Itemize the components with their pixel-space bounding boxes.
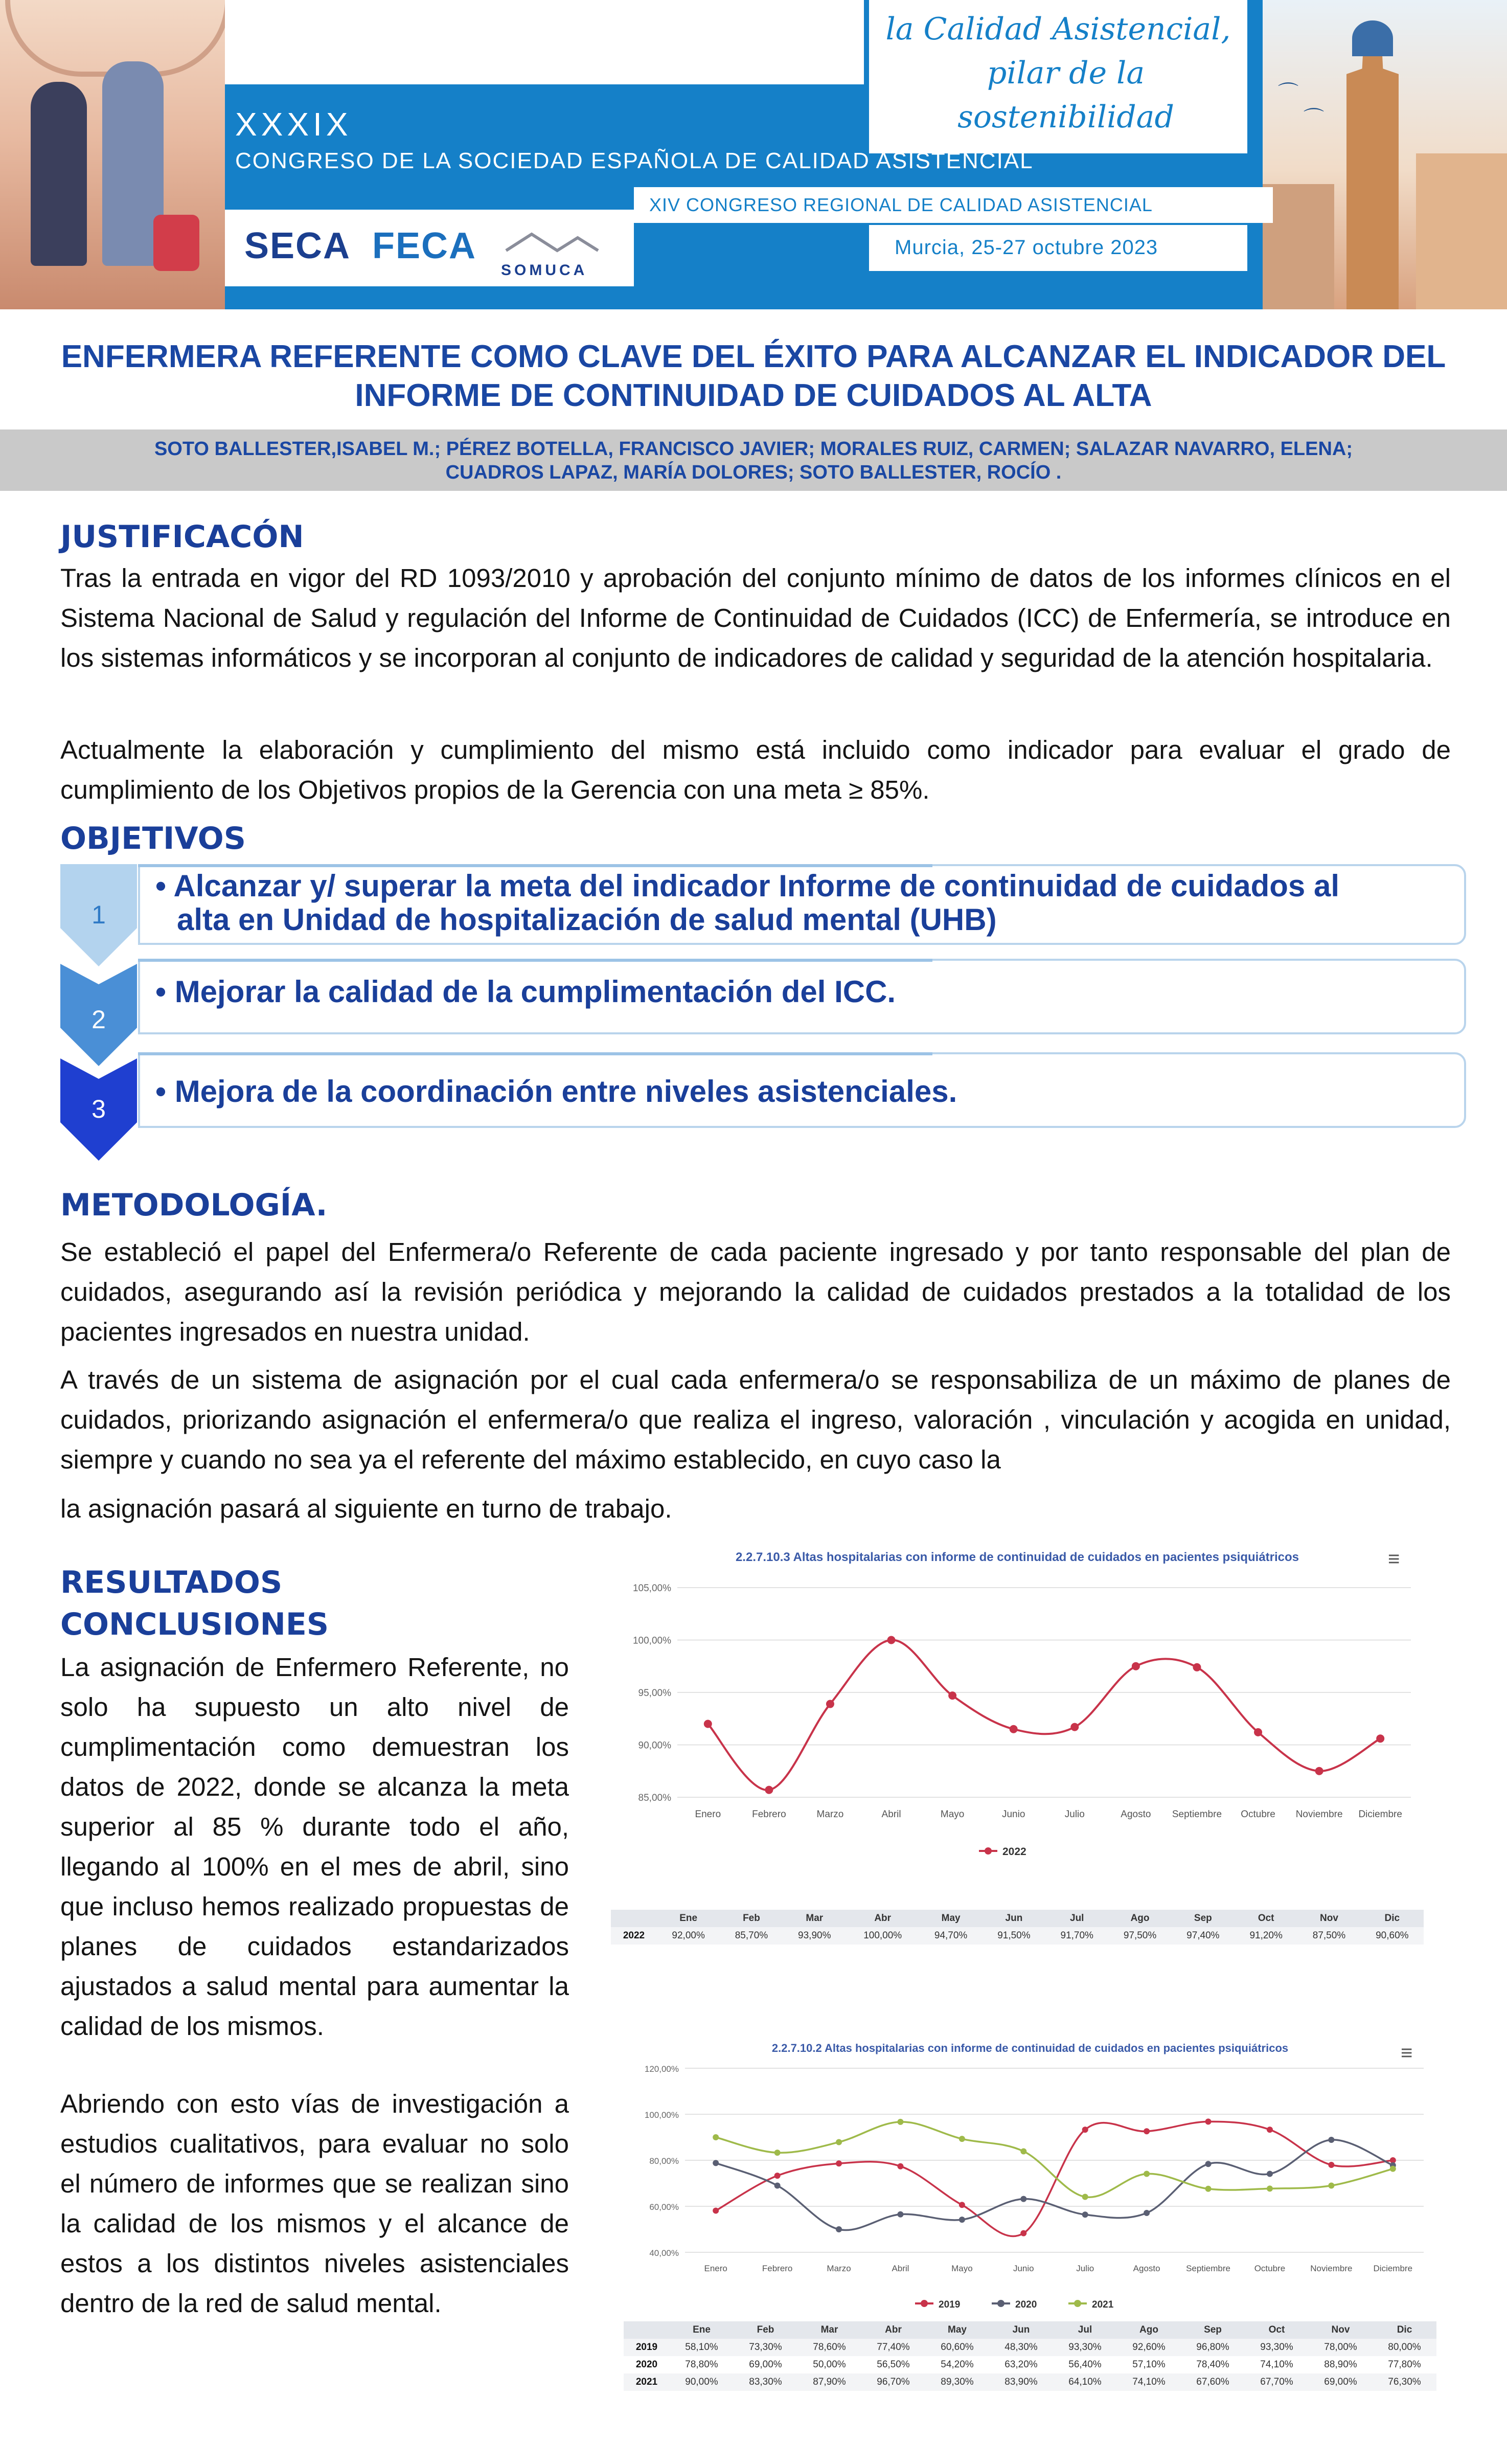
- table-cell: 69,00%: [749, 2359, 782, 2370]
- y-tick-label: 95,00%: [638, 1688, 671, 1699]
- table-cell: 94,70%: [934, 1930, 968, 1941]
- title-line-2: INFORME DE CONTINUIDAD DE CUIDADOS AL ALTA: [355, 378, 1152, 413]
- table-cell: 93,30%: [1260, 2342, 1293, 2353]
- legend-label[interactable]: 2020: [1015, 2299, 1037, 2310]
- table-cell: 78,00%: [1324, 2342, 1357, 2353]
- data-point-2019[interactable]: [1267, 2127, 1273, 2133]
- resultados-heading: RESULTADOS: [60, 1565, 283, 1600]
- justificacion-heading: JUSTIFICACÓN: [60, 519, 304, 555]
- chart-menu-icon[interactable]: ≡: [1388, 1548, 1400, 1570]
- legend-label[interactable]: 2022: [1002, 1846, 1026, 1858]
- data-point-2021[interactable]: [1328, 2183, 1334, 2189]
- table-column-header[interactable]: Sep: [1204, 2324, 1222, 2335]
- data-point-2019[interactable]: [1144, 2128, 1150, 2134]
- seca-logo: SECA: [244, 225, 351, 266]
- table-cell: 76,30%: [1388, 2377, 1421, 2387]
- table-cell: 67,70%: [1260, 2377, 1293, 2387]
- bullet-icon: •: [155, 869, 174, 903]
- table-column-header[interactable]: Jun: [1012, 2324, 1030, 2335]
- table-cell: 78,80%: [685, 2359, 718, 2370]
- data-point-2021[interactable]: [1390, 2166, 1396, 2172]
- data-point-2022[interactable]: [765, 1786, 773, 1794]
- chart-title: 2.2.7.10.3 Altas hospitalarias con informe de continuidad de cuidados en pacientes psiquiátricos: [735, 1550, 1299, 1564]
- slogan-line-2: pilar de la sostenibilidad: [957, 55, 1174, 135]
- table-column-header[interactable]: Ene: [693, 2324, 711, 2335]
- data-point-2021[interactable]: [959, 2136, 965, 2142]
- x-tick-label: Noviembre: [1295, 1809, 1343, 1820]
- table-cell: 91,50%: [997, 1930, 1031, 1941]
- table-cell: 100,00%: [863, 1930, 902, 1941]
- table-cell: 83,90%: [1004, 2377, 1038, 2387]
- table-row-label: 2021: [635, 2377, 658, 2387]
- data-point-2020[interactable]: [1328, 2137, 1334, 2143]
- objective-text-1: [155, 869, 1339, 937]
- table-cell: 60,60%: [941, 2342, 974, 2353]
- data-point-2020[interactable]: [959, 2217, 965, 2223]
- objective-text-2: [155, 975, 896, 1009]
- objective-item-1: [138, 864, 1466, 945]
- table-column-header[interactable]: Feb: [743, 1913, 760, 1924]
- objective-text-2-line-1: Mejorar la calidad de la cumplimentación del ICC.: [174, 975, 896, 1009]
- y-tick-label: 100,00%: [632, 1635, 671, 1646]
- slogan-line-1: la Calidad Asistencial,: [885, 11, 1231, 47]
- table-column-header[interactable]: Ene: [679, 1913, 698, 1924]
- data-point-2022[interactable]: [704, 1720, 712, 1728]
- table-cell: 91,20%: [1249, 1930, 1283, 1941]
- table-column-header[interactable]: May: [941, 1913, 961, 1924]
- banner-white-panel: [225, 0, 864, 77]
- y-tick-label: 80,00%: [649, 2156, 679, 2166]
- data-point-2019[interactable]: [897, 2163, 903, 2169]
- chart-2022-panel: [611, 1542, 1424, 1961]
- table-row: [624, 2373, 1436, 2391]
- data-point-2022[interactable]: [1010, 1725, 1018, 1733]
- data-point-2021[interactable]: [1144, 2171, 1150, 2177]
- data-point-2022[interactable]: [1376, 1734, 1384, 1743]
- x-tick-label: Noviembre: [1310, 2264, 1353, 2273]
- objetivos-heading: OBJETIVOS: [60, 821, 246, 856]
- table-row-label: 2022: [623, 1930, 645, 1941]
- table-cell: 96,80%: [1196, 2342, 1229, 2353]
- data-point-2021[interactable]: [774, 2150, 781, 2156]
- table-corner-cell: [624, 2321, 670, 2339]
- data-point-2020[interactable]: [1020, 2196, 1026, 2202]
- x-tick-label: Julio: [1064, 1809, 1085, 1820]
- table-column-header[interactable]: Mar: [820, 2324, 838, 2335]
- objectives-list: [0, 864, 1507, 1171]
- congress-edition: XXXIX: [235, 106, 352, 143]
- data-point-2022[interactable]: [826, 1700, 834, 1708]
- table-cell: 96,70%: [877, 2377, 910, 2387]
- table-column-header[interactable]: Sep: [1194, 1913, 1212, 1924]
- x-tick-label: Enero: [704, 2264, 727, 2273]
- x-tick-label: Agosto: [1121, 1809, 1151, 1820]
- table-column-header[interactable]: Feb: [757, 2324, 774, 2335]
- bullet-icon: •: [155, 975, 175, 1009]
- legend-marker: [997, 2300, 1004, 2307]
- table-column-header[interactable]: Jul: [1078, 2324, 1092, 2335]
- series-line-2022: [708, 1640, 1380, 1790]
- x-tick-label: Mayo: [940, 1809, 965, 1820]
- table-cell: 67,60%: [1196, 2377, 1229, 2387]
- resultados-paragraph-1: La asignación de Enfermero Referente, no solo ha supuesto un alto nivel de cumplimentación como demuestran los datos de 2022, donde se alcanza la meta superior al 85 % durante todo el año, llegando al 100% en el mes de abril, sino que incluso hemos realizado propuestas de planes de cuidados estandarizados ajustados a salud mental para aumentar la calidad de los mismos.: [60, 1653, 569, 2041]
- logos-box: [225, 210, 634, 286]
- x-tick-label: Marzo: [816, 1809, 844, 1820]
- data-point-2021[interactable]: [897, 2119, 903, 2125]
- metodologia-paragraph-2: A través de un sistema de asignación por el cual cada enfermera/o se responsabiliza de un máximo de planes de cuidados, priorizando asignación el enfermera/o que realiza el ingreso, valoración , vinculación y acogida en unidad, siempre y cuando no sea ya el referente del máximo establecido, en cuyo caso la: [60, 1365, 1451, 1474]
- data-point-2020[interactable]: [774, 2183, 781, 2189]
- justificacion-paragraph-2: Actualmente la elaboración y cumplimiento del mismo está incluido como indicador para evaluar el grado de cumplimiento de los Objetivos propios de la Gerencia con una meta ≥ 85%.: [60, 735, 1451, 804]
- x-tick-label: Marzo: [827, 2264, 851, 2273]
- x-tick-label: Septiembre: [1172, 1809, 1222, 1820]
- table-column-header[interactable]: Ago: [1130, 1913, 1150, 1924]
- series-line-2021: [716, 2122, 1393, 2197]
- data-point-2019[interactable]: [836, 2160, 842, 2166]
- table-cell: 57,10%: [1132, 2359, 1166, 2370]
- legend-marker: [1074, 2300, 1081, 2307]
- data-point-2020[interactable]: [897, 2211, 903, 2218]
- illustration-left: [0, 0, 225, 309]
- table-column-header[interactable]: Dic: [1384, 1913, 1400, 1924]
- table-column-header[interactable]: Jul: [1070, 1913, 1084, 1924]
- table-row: [624, 2339, 1436, 2356]
- data-point-2022[interactable]: [1132, 1662, 1140, 1670]
- table-cell: 54,20%: [941, 2359, 974, 2370]
- table-column-header[interactable]: Nov: [1331, 2324, 1350, 2335]
- table-cell: 90,60%: [1376, 1930, 1409, 1941]
- data-point-2021[interactable]: [1082, 2194, 1088, 2200]
- x-tick-label: Junio: [1013, 2264, 1034, 2273]
- data-point-2022[interactable]: [948, 1691, 956, 1700]
- table-cell: 73,30%: [749, 2342, 782, 2353]
- y-tick-label: 105,00%: [632, 1583, 671, 1594]
- table-cell: 93,30%: [1068, 2342, 1102, 2353]
- objective-item-2: [138, 959, 1466, 1034]
- objective-text-1-line-1: Alcanzar y/ superar la meta del indicador Informe de continuidad de cuidados al: [173, 869, 1340, 903]
- table-cell: 56,40%: [1068, 2359, 1102, 2370]
- table-column-header[interactable]: May: [948, 2324, 967, 2335]
- x-tick-label: Febrero: [752, 1809, 786, 1820]
- table-cell: 87,90%: [813, 2377, 846, 2387]
- data-point-2022[interactable]: [1315, 1767, 1323, 1775]
- objective-number-1: 1: [92, 900, 106, 929]
- x-tick-label: Abril: [892, 2264, 909, 2273]
- y-tick-label: 90,00%: [638, 1740, 671, 1751]
- x-tick-label: Octubre: [1241, 1809, 1275, 1820]
- chart-2019-2021-data-table: [624, 2321, 1436, 2391]
- bird-icon: ⌒: [1278, 82, 1298, 104]
- table-column-header[interactable]: Dic: [1397, 2324, 1412, 2335]
- table-column-header[interactable]: Jun: [1005, 1913, 1023, 1924]
- data-point-2021[interactable]: [1267, 2185, 1273, 2191]
- table-cell: 97,40%: [1186, 1930, 1220, 1941]
- x-tick-label: Diciembre: [1373, 2264, 1413, 2273]
- data-point-2021[interactable]: [1020, 2148, 1026, 2154]
- data-point-2019[interactable]: [713, 2208, 719, 2214]
- objective-text-3-line-1: Mejora de la coordinación entre niveles asistenciales.: [174, 1074, 957, 1109]
- bullet-icon: •: [155, 1074, 175, 1109]
- illustration-right: [1263, 0, 1507, 309]
- y-tick-label: 100,00%: [644, 2110, 679, 2120]
- chart-menu-icon[interactable]: ≡: [1401, 2042, 1413, 2064]
- somuca-label: SOMUCA: [501, 262, 588, 279]
- data-point-2020[interactable]: [836, 2226, 842, 2232]
- x-tick-label: Febrero: [762, 2264, 793, 2273]
- chart-2019-2021-panel: [624, 2038, 1436, 2395]
- table-cell: 90,00%: [685, 2377, 718, 2387]
- data-point-2020[interactable]: [1205, 2161, 1212, 2167]
- objective-number-3: 3: [92, 1095, 106, 1123]
- table-column-header[interactable]: Ago: [1139, 2324, 1158, 2335]
- table-cell: 78,60%: [813, 2342, 846, 2353]
- data-point-2019[interactable]: [1205, 2118, 1212, 2124]
- table-cell: 80,00%: [1388, 2342, 1421, 2353]
- table-cell: 48,30%: [1004, 2342, 1038, 2353]
- data-point-2020[interactable]: [1267, 2171, 1273, 2177]
- table-cell: 56,50%: [877, 2359, 910, 2370]
- table-row: [611, 1927, 1424, 1945]
- congress-name: CONGRESO DE LA SOCIEDAD ESPAÑOLA DE CALIDAD ASISTENCIAL: [235, 148, 1034, 173]
- table-cell: 92,60%: [1132, 2342, 1166, 2353]
- resultados-paragraph-2: Abriendo con esto vías de investigación a estudios cualitativos, para evaluar no solo el número de informes que se realizan sino la calidad de los mismos y el alcance de estos a los distintos niveles asistenciales dentro de la red de salud mental.: [60, 2089, 569, 2318]
- table-cell: 91,70%: [1060, 1930, 1093, 1941]
- regional-congress: XIV CONGRESO REGIONAL DE CALIDAD ASISTENCIAL: [649, 194, 1153, 215]
- data-point-2020[interactable]: [1082, 2211, 1088, 2218]
- data-point-2020[interactable]: [1144, 2210, 1150, 2216]
- table-cell: 77,40%: [877, 2342, 910, 2353]
- conclusiones-heading: CONCLUSIONES: [60, 1607, 329, 1642]
- authors-line-2: CUADROS LAPAZ, MARÍA DOLORES; SOTO BALLESTER, ROCÍO .: [445, 462, 1062, 483]
- table-cell: 89,30%: [941, 2377, 974, 2387]
- data-point-2022[interactable]: [1193, 1663, 1201, 1671]
- authors-line-1: SOTO BALLESTER,ISABEL M.; PÉREZ BOTELLA, FRANCISCO JAVIER; MORALES RUIZ, CARMEN; SALAZAR NAVARRO, ELENA;: [154, 438, 1353, 460]
- table-cell: 88,90%: [1324, 2359, 1357, 2370]
- chart-title: 2.2.7.10.2 Altas hospitalarias con informe de continuidad de cuidados en pacientes psiquiátricos: [771, 2042, 1289, 2054]
- table-header-row: [624, 2321, 1436, 2339]
- table-column-header[interactable]: Mar: [806, 1913, 824, 1924]
- data-point-2019[interactable]: [959, 2202, 965, 2208]
- x-tick-label: Julio: [1076, 2264, 1094, 2273]
- table-row: [624, 2356, 1436, 2373]
- series-line-2019: [716, 2121, 1393, 2236]
- legend-label[interactable]: 2019: [939, 2299, 961, 2310]
- x-tick-label: Mayo: [951, 2264, 973, 2273]
- data-point-2021[interactable]: [1205, 2186, 1212, 2192]
- legend-label[interactable]: 2021: [1092, 2299, 1114, 2310]
- table-cell: 97,50%: [1123, 1930, 1157, 1941]
- x-tick-label: Agosto: [1133, 2264, 1160, 2273]
- table-cell: 85,70%: [735, 1930, 768, 1941]
- objective-text-1-line-2: alta en Unidad de hospitalización de salud mental (UHB): [177, 902, 997, 937]
- table-cell: 74,10%: [1132, 2377, 1166, 2387]
- title-line-1: ENFERMERA REFERENTE COMO CLAVE DEL ÉXITO PARA ALCANZAR EL INDICADOR DEL: [61, 339, 1446, 374]
- authors: [61, 437, 1446, 484]
- table-corner-cell: [611, 1910, 657, 1927]
- table-cell: 74,10%: [1260, 2359, 1293, 2370]
- table-cell: 50,00%: [813, 2359, 846, 2370]
- justificacion-paragraph-1: Tras la entrada en vigor del RD 1093/2010 y aprobación del conjunto mínimo de datos de los informes clínicos en el Sistema Nacional de Salud y regulación del Informe de Continuidad de Cuidados (ICC) de Enfermería, se introduce en los sistemas informáticos y se incorporan al conjunto de indicadores de calidad y seguridad de la atención hospitalaria.: [60, 563, 1451, 672]
- table-cell: 58,10%: [685, 2342, 718, 2353]
- metodologia-paragraph-1: Se estableció el papel del Enfermera/o Referente de cada paciente ingresado y por tanto responsable del plan de cuidados, asegurando así la revisión periódica y mejorando la calidad de cuidados prestados a la totalidad de los pacientes ingresados en nuestra unidad.: [60, 1237, 1451, 1346]
- data-point-2021[interactable]: [836, 2139, 842, 2145]
- y-tick-label: 120,00%: [644, 2064, 679, 2074]
- somuca-logo: [501, 230, 603, 261]
- y-tick-label: 85,00%: [638, 1793, 671, 1803]
- x-tick-label: Junio: [1001, 1809, 1025, 1820]
- table-cell: 78,40%: [1196, 2359, 1229, 2370]
- table-column-header[interactable]: Abr: [874, 1913, 892, 1924]
- data-point-2019[interactable]: [1328, 2162, 1334, 2168]
- chart-2022: [611, 1542, 1424, 1869]
- congress-date: Murcia, 25-27 octubre 2023: [895, 236, 1158, 259]
- bird-icon: ⌒: [1304, 107, 1324, 130]
- table-cell: 93,90%: [798, 1930, 831, 1941]
- table-column-header[interactable]: Nov: [1320, 1913, 1338, 1924]
- table-column-header[interactable]: Abr: [885, 2324, 902, 2335]
- feca-logo: FECA: [372, 225, 476, 266]
- table-cell: 63,20%: [1004, 2359, 1038, 2370]
- table-row-label: 2019: [635, 2342, 658, 2353]
- metodologia-paragraph-3: la asignación pasará al siguiente en turno de trabajo.: [60, 1494, 672, 1523]
- x-tick-label: Enero: [695, 1809, 721, 1820]
- header-banner: [0, 0, 1507, 309]
- x-tick-label: Diciembre: [1358, 1809, 1402, 1820]
- data-point-2022[interactable]: [1070, 1723, 1079, 1731]
- legend-marker: [921, 2300, 928, 2307]
- chart-2022-data-table: [611, 1910, 1424, 1945]
- table-header-row: [611, 1910, 1424, 1927]
- table-cell: 83,30%: [749, 2377, 782, 2387]
- chart-2019-2021: [624, 2038, 1436, 2319]
- x-tick-label: Octubre: [1254, 2264, 1286, 2273]
- table-cell: 69,00%: [1324, 2377, 1357, 2387]
- data-point-2019[interactable]: [1082, 2127, 1088, 2133]
- table-column-header[interactable]: Oct: [1268, 2324, 1285, 2335]
- objective-item-3: [138, 1052, 1466, 1128]
- slogan-box: [869, 0, 1247, 153]
- table-column-header[interactable]: Oct: [1258, 1913, 1274, 1924]
- objective-number-2: 2: [92, 1005, 106, 1034]
- table-row-label: 2020: [635, 2359, 658, 2370]
- objective-text-3: [155, 1075, 957, 1109]
- legend-marker: [985, 1847, 992, 1855]
- data-point-2021[interactable]: [713, 2134, 719, 2140]
- data-point-2022[interactable]: [1254, 1728, 1262, 1736]
- metodologia-heading: METODOLOGÍA.: [60, 1187, 328, 1223]
- data-point-2019[interactable]: [1020, 2230, 1026, 2236]
- table-cell: 87,50%: [1312, 1930, 1346, 1941]
- table-cell: 77,80%: [1388, 2359, 1421, 2370]
- data-point-2020[interactable]: [713, 2160, 719, 2166]
- table-cell: 64,10%: [1068, 2377, 1102, 2387]
- x-tick-label: Abril: [881, 1809, 901, 1820]
- y-tick-label: 40,00%: [649, 2248, 679, 2258]
- table-cell: 92,00%: [672, 1930, 705, 1941]
- y-tick-label: 60,00%: [649, 2202, 679, 2212]
- poster-title: [31, 337, 1476, 415]
- data-point-2022[interactable]: [887, 1636, 896, 1644]
- data-point-2019[interactable]: [774, 2173, 781, 2179]
- x-tick-label: Septiembre: [1186, 2264, 1231, 2273]
